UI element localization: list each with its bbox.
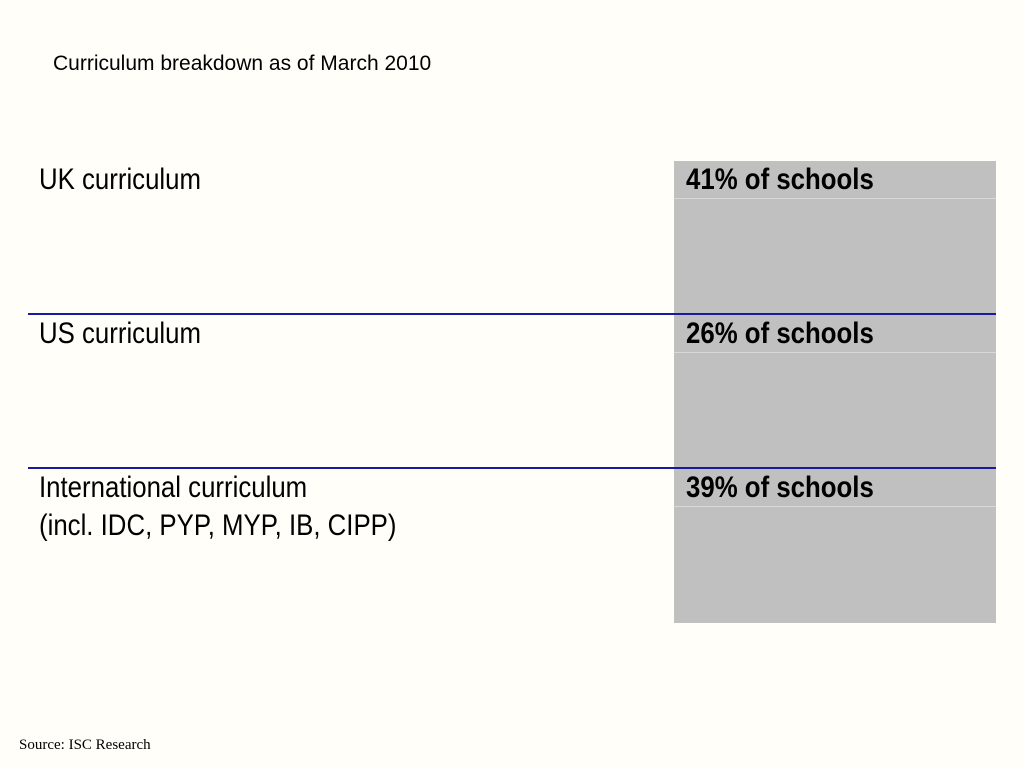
slide-subtitle: Curriculum breakdown as of March 2010 <box>53 52 432 75</box>
value-uk: 41% of schools <box>686 163 874 196</box>
row-label-line: US curriculum <box>39 317 202 350</box>
table-row-uk <box>28 161 996 315</box>
value-us: 26% of schools <box>686 317 874 350</box>
table-row-us <box>28 315 996 469</box>
value-cell-international <box>674 469 996 623</box>
row-label-us <box>39 315 201 353</box>
value-cell-uk <box>674 161 996 313</box>
row-label-uk <box>39 161 201 199</box>
row-label-line: UK curriculum <box>39 163 202 196</box>
row-label-international <box>39 469 396 545</box>
value-international: 39% of schools <box>686 471 874 504</box>
curriculum-table <box>28 161 996 623</box>
row-label-line: International curriculum <box>39 471 308 504</box>
table-row-international <box>28 469 996 623</box>
source-note: Source: ISC Research <box>19 737 151 753</box>
row-label-line: (incl. IDC, PYP, MYP, IB, CIPP) <box>39 509 397 542</box>
value-cell-us <box>674 315 996 467</box>
